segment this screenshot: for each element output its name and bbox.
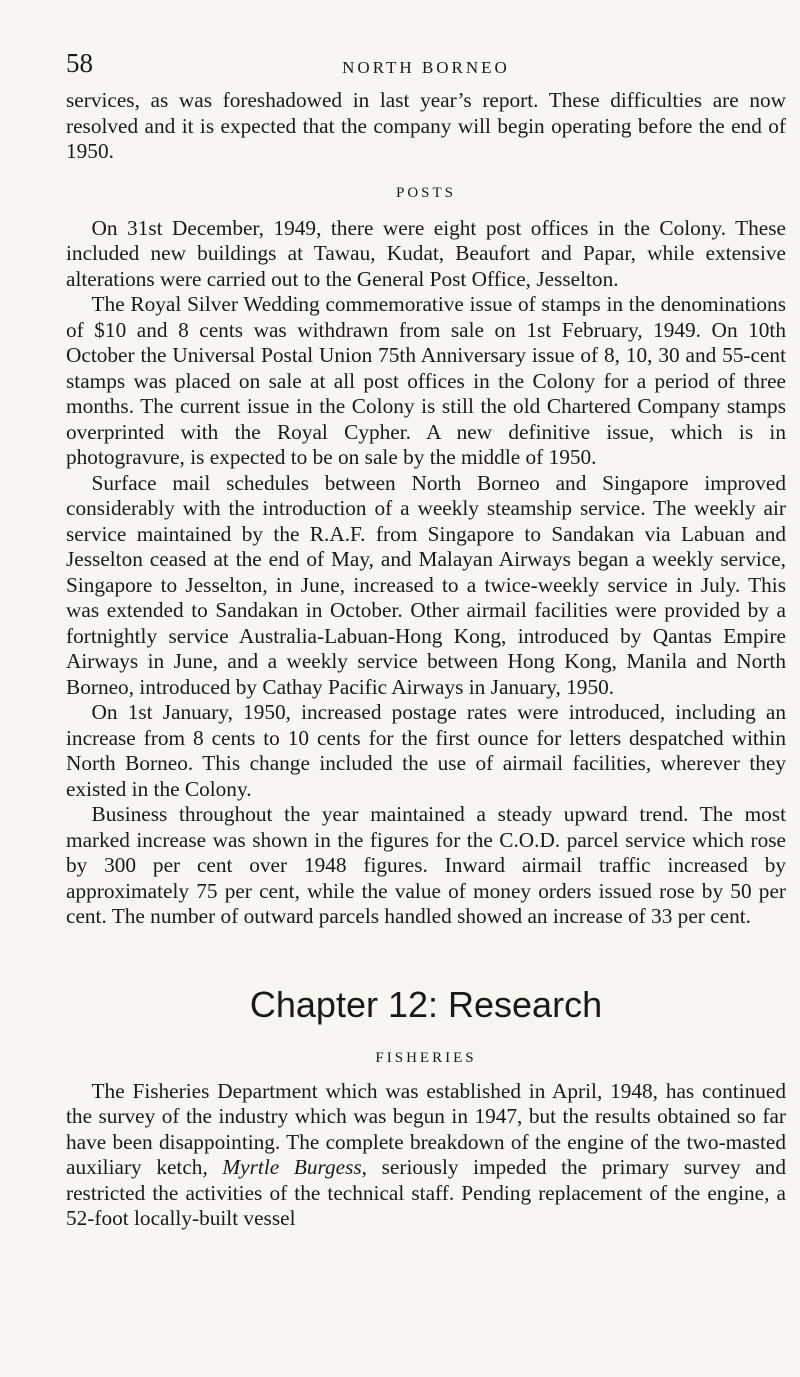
page-number: 58 [66, 48, 93, 78]
posts-paragraph: Surface mail schedules between North Borneo and Singapore improved considerably with the introduction of a weekly steamship service. The weekly air service maintained by the R.A.F. from Singapore to Sandakan via Labuan and Jesselton ceased at the end of May, and Malayan Airways began a weekly service, Singapore to Jesselton, in June, increased to a twice-weekly service in July. This was extended to Sandakan in October. Other airmail facilities were provided by a fortnightly service Australia-Labuan-Hong Kong, introduced by Qantas Empire Airways in June, and a weekly service between Hong Kong, Manila and North Borneo, introduced by Cathay Pacific Airways in January, 1950. [66, 470, 786, 699]
section-heading-fisheries: FISHERIES [375, 1049, 477, 1066]
running-header [66, 40, 786, 88]
fisheries-paragraph [66, 1079, 786, 1232]
fisheries-text-part: The Fisheries Department which was established in April, 1948, has continued the survey of the industry which was begun in 1947, but the results obtained so far have been disappointing. The complete breakdown of the engine of the two-masted auxiliary ketch, [66, 1078, 786, 1179]
chapter-title: Chapter 12: Research [249, 983, 603, 1025]
continued-paragraph: services, as was foreshadowed in last year’s report. These difficulties are now resolved and it is expected that the company will begin operating before the end of 1950. [66, 88, 786, 163]
section-heading-posts: POSTS [395, 184, 457, 201]
posts-paragraph: The Royal Silver Wedding commemorative issue of stamps in the denominations of $10 and 8 cents was withdrawn from sale on 1st February, 1949. On 10th October the Universal Postal Union 75th Anniversary issue of 8, 10, 30 and 55-cent stamps was placed on sale at all post offices in the Colony for a period of three months. The current issue in the Colony is still the old Chartered Company stamps overprinted with the Royal Cypher. A new definitive issue, which is in photogravure, is expected to be on sale by the middle of 1950. [66, 292, 786, 469]
posts-paragraph: On 1st January, 1950, increased postage rates were introduced, including an increase from 8 cents to 10 cents for the first ounce for letters despatched within North Borneo. This change included the use of airmail facilities, wherever they existed in the Colony. [66, 700, 786, 801]
ship-name: Myrtle Burgess [222, 1155, 362, 1179]
document-page [66, 40, 786, 1232]
posts-paragraph: Business throughout the year maintained a steady upward trend. The most marked increase was shown in the figures for the C.O.D. parcel service which rose by 300 per cent over 1948 figures. Inward airmail traffic increased by approximately 75 per cent, while the value of money orders issued rose by 50 per cent. The number of outward parcels handled showed an increase of 33 per cent. [66, 802, 786, 928]
fisheries-text-part: , seriously impeded the primary survey and restricted the activities of the technical staff. Pending replacement of the engine, a 52-foot locally-built vessel [66, 1155, 786, 1230]
running-title: NORTH BORNEO [342, 58, 510, 77]
posts-paragraph: On 31st December, 1949, there were eight post offices in the Colony. These included new buildings at Tawau, Kudat, Beaufort and Papar, while extensive alterations were carried out to the General Post Office, Jesselton. [66, 215, 786, 291]
